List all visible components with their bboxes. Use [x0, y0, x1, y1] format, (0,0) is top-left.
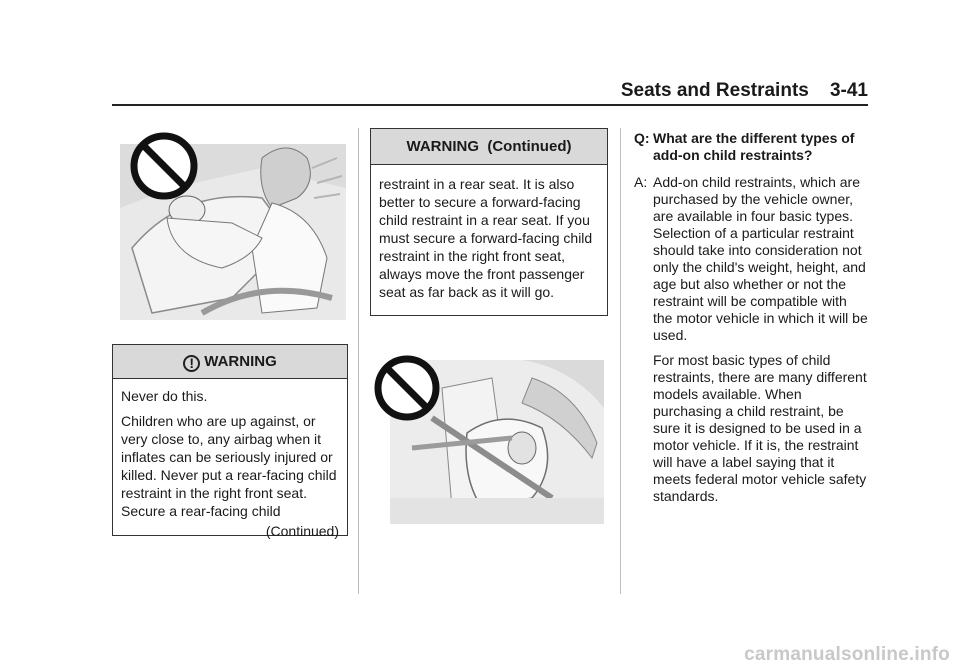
section-title: Seats and Restraints: [620, 80, 809, 101]
illustration-rear-facing-seat-front-art: [372, 348, 606, 524]
column-divider-right: [620, 128, 621, 594]
question-row: [634, 130, 870, 164]
warning-body: [113, 379, 347, 546]
warning-paragraph-1: Never do this.: [121, 388, 208, 404]
watermark: carmanualsonline.info: [744, 644, 950, 665]
header-rule: [112, 104, 868, 106]
warning-box-left: [112, 344, 348, 539]
continued-label: (Continued): [265, 523, 339, 539]
answer-text: Add-on child restraints, which are purchased by the vehicle owner, are available in four basic types. Selection of a particular restraint should take into consideration not only the child's weight, height, and age but also whether or not the restraint will be compatible with the motor vehicle in which it will be used.: [653, 174, 868, 343]
answer-paragraph-2: For most basic types of child restraints, there are many different models available. When purchasing a child restraint, be sure it is designed to be used in a motor vehicle. If it is, the restraint will have a label saying that it meets federal motor vehicle safety standards.: [653, 352, 867, 504]
illustration-rear-facing-seat-front: [372, 348, 606, 524]
warning-paragraph-2: Children who are up against, or very close to, any airbag when it inflates can be seriously injured or killed. Never put a rear-facing child restraint in the right front seat. Secure a rear-facing child: [121, 413, 337, 519]
column-divider-left: [358, 128, 359, 594]
warning-box-middle: [370, 128, 608, 316]
warning-icon: !: [183, 355, 200, 372]
question-label: Q:: [634, 130, 650, 146]
answer-label: A:: [634, 174, 648, 190]
page-title: [621, 80, 868, 102]
page-header: [112, 80, 868, 106]
illustration-infant-held-in-lap-art: [112, 128, 346, 320]
illustration-infant-held-in-lap: [112, 128, 346, 320]
warning-heading-text: WARNING: [204, 353, 277, 370]
question-text: What are the different types of add-on child restraints?: [653, 130, 855, 163]
warning-continued-heading: WARNING (Continued): [371, 129, 607, 165]
qa-section: [634, 130, 870, 505]
page-number: 3-41: [829, 80, 868, 101]
answer-row: [634, 174, 870, 344]
warning-heading: [113, 345, 347, 379]
warning-continued-body: restraint in a rear seat. It is also better to secure a forward-facing child restraint in a rear seat. If you must secure a forward-facing child restraint in the right front seat, always move the front passenger seat as far back as it will go.: [379, 176, 593, 300]
